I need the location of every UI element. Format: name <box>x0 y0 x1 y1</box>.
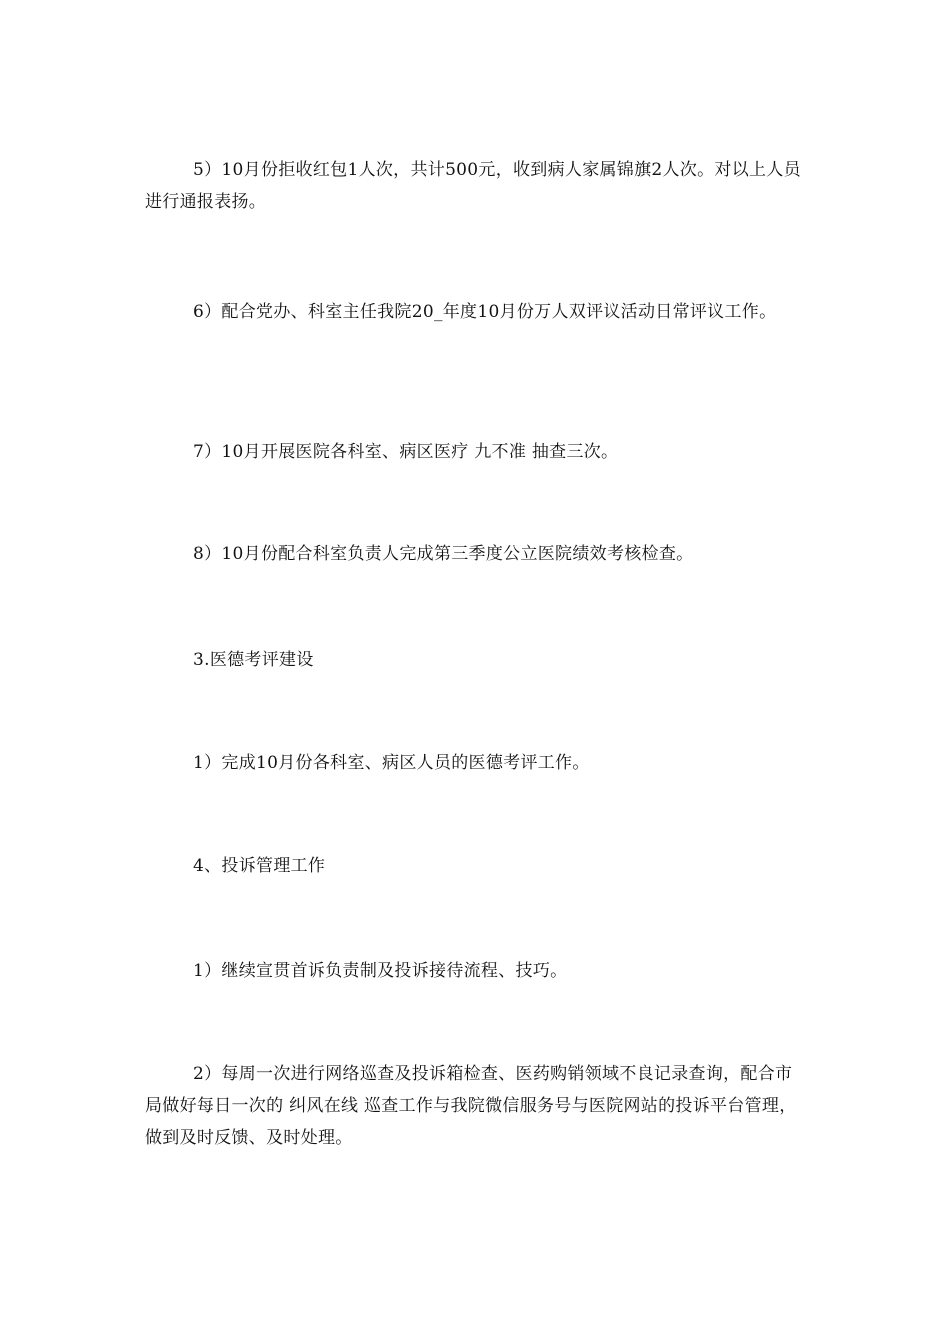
section-heading-medical-ethics: 3.医德考评建设 <box>193 650 314 670</box>
paragraph-complaint-item-2: 2）每周一次进行网络巡查及投诉箱检查、医药购销领域不良记录查询，配合市局做好每日一次的 纠风在线 巡查工作与我院微信服务号与医院网站的投诉平台管理，做到及时反馈、及时处理。 <box>145 1064 797 1148</box>
paragraph-item-5-red-envelope: 5）10月份拒收红包1人次，共计500元，收到病人家属锦旗2人次。对以上人员进行通报表扬。 <box>145 160 801 212</box>
section-heading-complaint-management: 4、投诉管理工作 <box>193 856 326 876</box>
paragraph-ethics-item-1: 1）完成10月份各科室、病区人员的医德考评工作。 <box>193 753 590 773</box>
paragraph-item-6-evaluation: 6）配合党办、科室主任我院20_年度10月份万人双评议活动日常评议工作。 <box>193 302 777 322</box>
paragraph-item-8-performance-check: 8）10月份配合科室负责人完成第三季度公立医院绩效考核检查。 <box>193 544 694 564</box>
paragraph-item-7-inspection: 7）10月开展医院各科室、病区医疗 九不准 抽查三次。 <box>193 442 619 462</box>
paragraph-complaint-item-1: 1）继续宣贯首诉负责制及投诉接待流程、技巧。 <box>193 961 568 981</box>
